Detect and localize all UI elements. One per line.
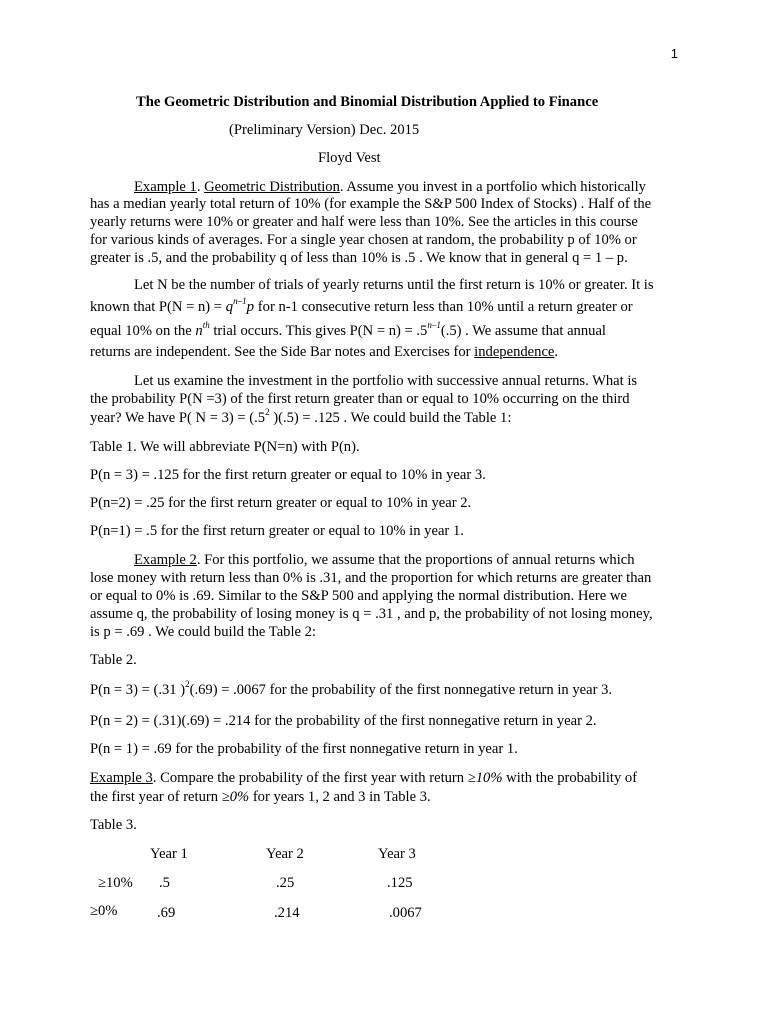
p-symbol: p (246, 299, 255, 315)
example2-line3: or equal to 0% is .69. Similar to the S&P 500 and applying the normal distribution. Here we (90, 588, 627, 604)
para2-text-a: known that P(N = n) = (90, 299, 226, 315)
ge-0-symbol: ≥0% (221, 789, 250, 805)
example2-label: Example 2 (134, 552, 197, 568)
table3-cell: .25 (276, 875, 295, 891)
example1-line1: Example 1. Geometric Distribution. Assume you invest in a portfolio which historically (134, 179, 646, 195)
table3-cell: .69 (157, 905, 176, 921)
table3-header: Year 2 (266, 846, 304, 862)
para2-line1: Let N be the number of trials of yearly returns until the first return is 10% or greater. It is (134, 277, 654, 293)
table2-caption: Table 2. (90, 652, 137, 668)
independence-link[interactable]: independence (474, 344, 555, 360)
para2-text-e: (.5) . We assume that annual (440, 323, 606, 339)
author-line: Floyd Vest (318, 150, 381, 166)
table2-row (90, 681, 612, 699)
document-title: The Geometric Distribution and Binomial Distribution Applied to Finance (136, 94, 599, 110)
example1-text: . Assume you invest in a portfolio which historically (339, 179, 646, 195)
table1-row: P(n=2) = .25 for the first return greater or equal to 10% in year 2. (90, 495, 472, 511)
table3-cell: .5 (159, 875, 170, 891)
para3-line3 (90, 409, 511, 427)
example1-line3: yearly returns were 10% or greater and half were less than 10%. See the articles in this course (90, 214, 638, 230)
table2-row1-b: (.69) = .0067 for the probability of the first nonnegative return in year 3. (189, 682, 613, 698)
th-superscript: th (202, 320, 210, 331)
example1-line5: greater is .5, and the probability q of less than 10% is .5 . We know that in general q = 1 – p. (90, 250, 628, 266)
para2-text-b: for n-1 consecutive return less than 10% until a return greater or (257, 299, 633, 315)
example3-line1 (90, 769, 637, 787)
example3-line2 (90, 788, 431, 806)
table1-row: P(n=1) = .5 for the first return greater or equal to 10% in year 1. (90, 523, 464, 539)
table3-cell: .125 (387, 875, 413, 891)
para3-text-b: )(.5) = .125 . We could build the Table 1: (269, 410, 512, 426)
example3-text-c: the first year of return (90, 789, 222, 805)
example3-text-a: . Compare the probability of the first year with return (152, 770, 468, 786)
para2-text-f: returns are independent. See the Side Bar notes and Exercises for (90, 344, 475, 360)
para3-line1: Let us examine the investment in the portfolio with successive annual returns. What is (134, 373, 638, 389)
example1-label: Example 1 (134, 179, 197, 195)
q-symbol: q (225, 299, 234, 315)
example2-line4: assume q, the probability of losing money is q = .31 , and p, the probability of not losing money, (90, 606, 653, 622)
geometric-heading: Geometric Distribution (204, 179, 340, 195)
table2-row: P(n = 1) = .69 for the probability of the first nonnegative return in year 1. (90, 741, 518, 757)
squared-superscript: 2 (185, 679, 190, 690)
n-symbol: n (195, 323, 203, 339)
table3-header: Year 3 (378, 846, 416, 862)
para2-period: . (554, 344, 559, 360)
example3-text-b: with the probability of (502, 770, 638, 786)
para2-line2 (90, 298, 633, 316)
example2-line1 (134, 551, 635, 569)
table3-row-label: ≥0% (90, 903, 118, 919)
table3-cell: .0067 (389, 905, 422, 921)
table3-row-label: ≥10% (98, 875, 133, 891)
table2-row: P(n = 2) = (.31)(.69) = .214 for the probability of the first nonnegative return in year 2. (90, 713, 597, 729)
table3-header: Year 1 (150, 846, 188, 862)
table3-cell: .214 (274, 905, 300, 921)
example2-text: . For this portfolio, we assume that the proportions of annual returns which (196, 552, 635, 568)
table1-caption: Table 1. We will abbreviate P(N=n) with P(n). (90, 439, 360, 455)
para2-text-c: equal 10% on the (90, 323, 192, 339)
page-number: 1 (670, 46, 678, 61)
example1-line4: for various kinds of averages. For a single year chosen at random, the probability p of 10% or (90, 232, 637, 248)
table3-caption: Table 3. (90, 817, 137, 833)
para3-text-a: year? We have P( N = 3) = (.5 (90, 410, 266, 426)
table2-row1-a: P(n = 3) = (.31 ) (90, 682, 186, 698)
example2-line2: lose money with return less than 0% is .31, and the proportion for which returns are greater than (90, 570, 652, 586)
version-line: (Preliminary Version) Dec. 2015 (229, 122, 420, 138)
para2-line4 (90, 343, 558, 361)
para2-line3 (90, 322, 606, 340)
para2-text-d: trial occurs. This gives P(N = n) = .5 (213, 323, 428, 339)
example3-label: Example 3 (90, 770, 153, 786)
example1-line2: has a median yearly total return of 10% (for example the S&P 500 Index of Stocks) . Half of the (90, 196, 652, 212)
example2-line5: is p = .69 . We could build the Table 2: (90, 624, 316, 640)
squared-superscript: 2 (265, 407, 270, 418)
exponent-n-1: n–1 (427, 320, 441, 331)
table1-row: P(n = 3) = .125 for the first return greater or equal to 10% in year 3. (90, 467, 486, 483)
para3-line2: the probability P(N =3) of the first return greater than or equal to 10% occurring on the third (90, 391, 630, 407)
example3-text-d: for years 1, 2 and 3 in Table 3. (249, 789, 431, 805)
exponent-n-1: n–1 (233, 296, 247, 307)
ge-10-symbol: ≥10% (467, 770, 503, 786)
